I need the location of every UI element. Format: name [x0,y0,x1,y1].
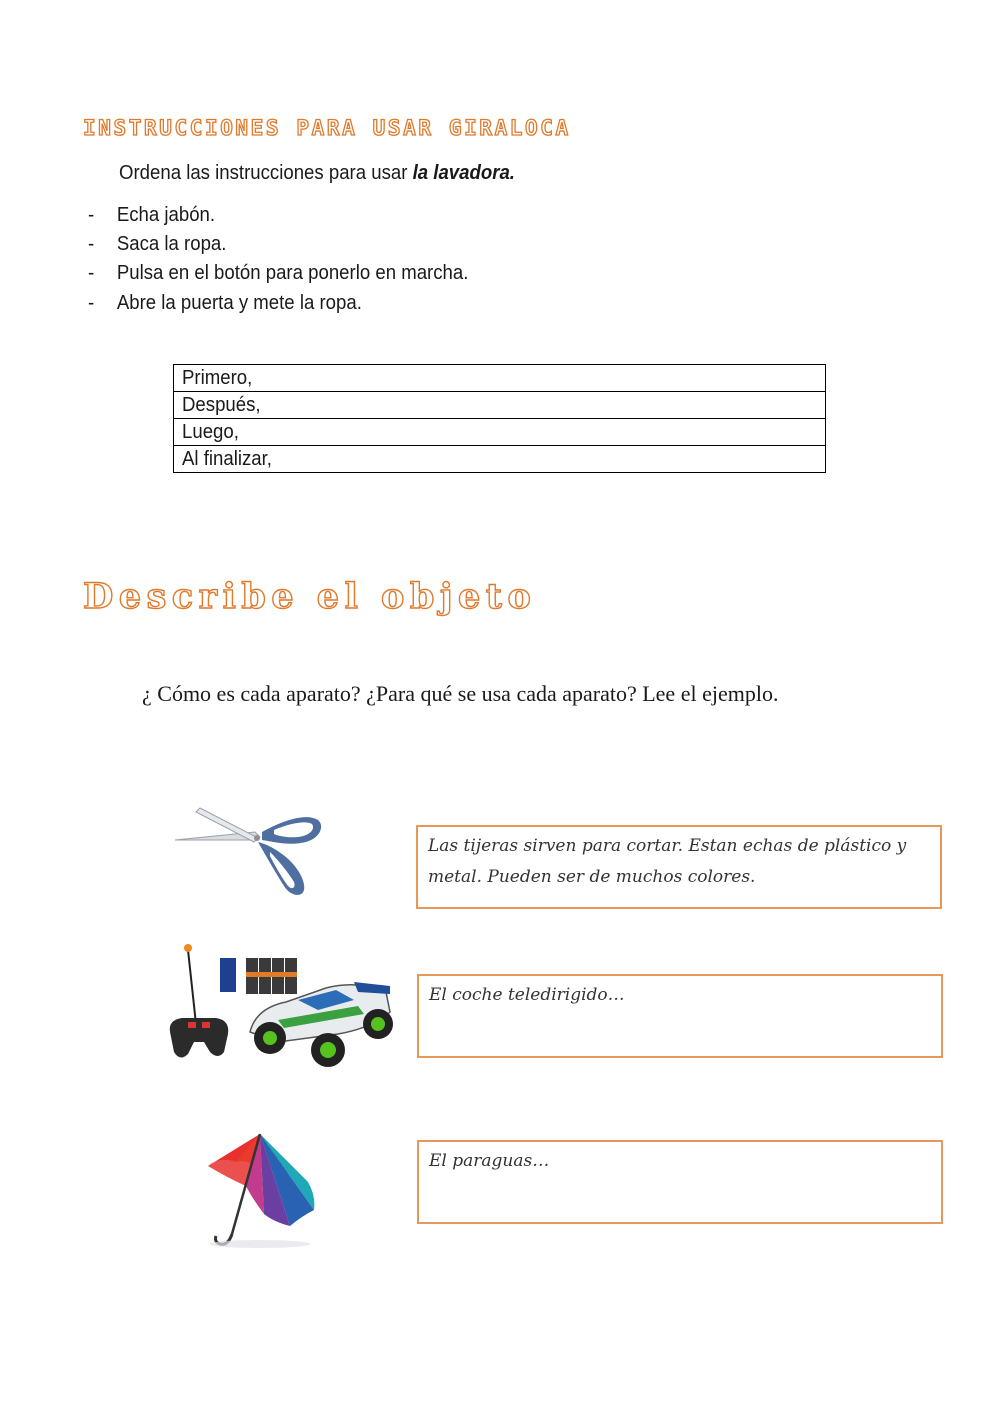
list-item [88,233,226,256]
table-row [174,419,826,446]
table-cell[interactable] [174,392,826,419]
answer-text: Las tijeras sirven para cortar. Estan echas de plástico y metal. Pueden ser de muchos colores. [428,836,907,887]
step-text: Abre la puerta y mete la ropa. [116,292,362,314]
section-title-describe: Describe el objeto [83,576,537,617]
answer-box[interactable] [417,1140,943,1224]
umbrella-icon [198,1126,323,1252]
answer-text: El coche teledirigido… [429,985,625,1005]
instruction-text [119,162,515,185]
table-row [174,446,826,473]
question-text: ¿ Cómo es cada aparato? ¿Para qué se usa cada aparato? Lee el ejemplo. [142,681,779,706]
scissors-icon [170,802,325,902]
instruction-prefix: Ordena las instrucciones para usar [119,162,413,184]
table-cell[interactable] [174,419,826,446]
step-text: Saca la ropa. [116,233,227,255]
bullet-dash: - [88,292,95,314]
table-row [174,365,826,392]
table-cell-label: Luego, [182,421,239,443]
table-cell[interactable] [174,365,826,392]
step-text: Echa jabón. [116,204,216,226]
answer-box[interactable] [417,974,943,1058]
list-item [88,292,362,315]
list-item [88,204,215,227]
step-text: Pulsa en el botón para ponerlo en marcha. [116,262,469,284]
order-table [173,364,826,473]
instruction-object: la lavadora. [412,162,515,184]
bullet-dash: - [88,233,95,255]
table-cell-label: Primero, [182,367,253,389]
table-cell-label: Al finalizar, [182,448,272,470]
bullet-dash: - [88,262,95,284]
answer-box[interactable] [416,825,942,909]
table-cell-label: Después, [182,394,261,416]
table-row [174,392,826,419]
table-cell[interactable] [174,446,826,473]
bullet-dash: - [88,204,95,226]
answer-text: El paraguas… [429,1151,550,1171]
rc-car-icon [158,942,398,1082]
section-title-instructions: INSTRUCCIONES PARA USAR GIRALOCA [83,116,571,140]
list-item [88,262,468,285]
